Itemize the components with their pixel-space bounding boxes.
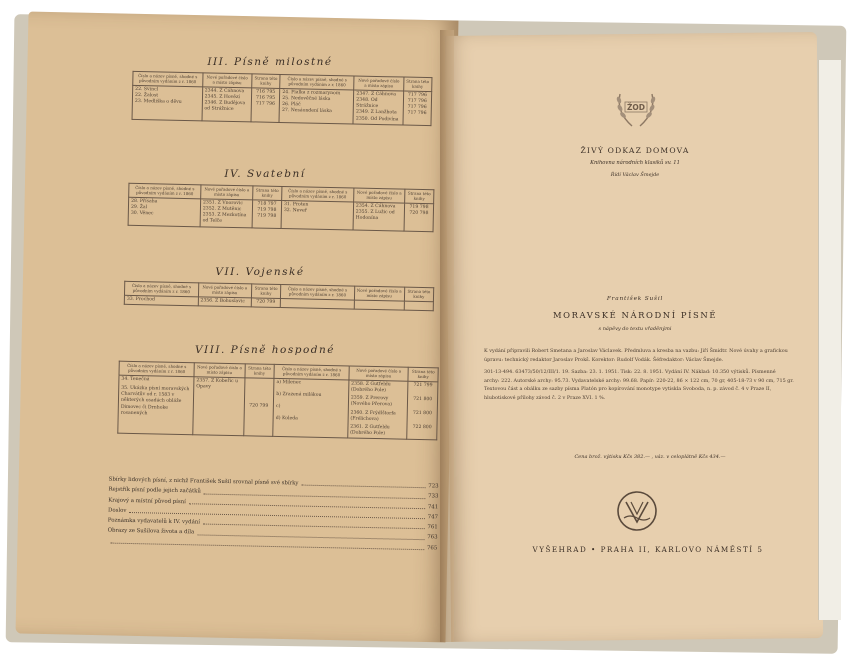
song-place: 2353. Z Mezkotína od Telče xyxy=(202,212,247,225)
publisher-mark-icon xyxy=(614,488,660,534)
song-name: 29. Žal xyxy=(130,204,148,211)
table-header: Číslo a název písně, shodné s původním vydáním z r. 1860 xyxy=(129,183,201,198)
section-title-iii: III. Písně milostné xyxy=(207,56,333,68)
logo-text: ŽOD xyxy=(626,103,646,112)
table-header: Číslo a název písně, shodné s původním vydáním z r. 1860 xyxy=(274,364,349,379)
empty-cell xyxy=(280,298,354,309)
song-name: 30. Věnec xyxy=(130,211,154,217)
song-name: 32. Neveř xyxy=(283,208,307,214)
empty-cell xyxy=(354,300,404,310)
song-place: 2345. Z Hovězí xyxy=(204,94,240,101)
toc-page: 763 xyxy=(427,534,438,541)
page-ref: 717 796 xyxy=(407,92,427,98)
toc-page: 733 xyxy=(428,493,439,500)
table-header: Číslo a název písně, shodné s původním vydáním z r. 1860 xyxy=(124,281,198,296)
toc-page: 765 xyxy=(426,544,438,552)
page-ref: 717 796 xyxy=(407,98,427,105)
song-place: 2352. Z Mutěnic xyxy=(202,206,242,213)
series-subtitle: Knihovna národních klasiků sv. 11 xyxy=(590,160,680,166)
table-header: Nové pořadové číslo a místo zápisu xyxy=(349,366,409,381)
song-place: 2357. Z Kobeřic u Opavy xyxy=(193,377,245,437)
page-ref: 717 796 xyxy=(255,101,275,108)
table-header: Číslo a název písně, shodné s původním vydáním z r. 1860 xyxy=(119,361,194,376)
table-header: Číslo a název písně, shodné s původním vydáním z r. 1860 xyxy=(133,71,203,86)
page-ref: 719 798 xyxy=(257,213,277,220)
publisher-mark-text: VV xyxy=(637,532,639,533)
book-title: MORAVSKÉ NÁRODNÍ PÍSNĚ xyxy=(552,310,718,320)
song-place: 2361. Z Gutfeldu (Dobrého Pole) xyxy=(350,424,390,437)
empty-cell xyxy=(404,301,434,311)
song-name: 28. Přísaha xyxy=(131,198,158,205)
song-name: 26. Pláč xyxy=(282,102,301,108)
toc-page: 747 xyxy=(427,514,439,521)
page-ref: 722 800 xyxy=(412,425,432,431)
song-name: d) Koleda xyxy=(275,416,298,422)
song-name: 24. Fialka z rozmarynom xyxy=(282,89,341,96)
song-name: 35. Ukázka písní moravských Charvátův od r. 1583 v některých osadách obláže Dimovec či Drnhoke rosanených xyxy=(120,385,190,416)
song-place: 2344. Z Cáhnova xyxy=(204,88,245,94)
page-ref: 721 800 xyxy=(413,396,433,403)
song-name: b) Zrazená milákou xyxy=(276,391,322,398)
song-name: 33. Prochod xyxy=(124,295,198,306)
table-of-contents xyxy=(107,475,438,554)
colophon-line: hlubotiskové přílohy závod č. 2 v Praze XVI. 1 %. xyxy=(484,394,606,401)
page-ref: 717 796 xyxy=(407,110,427,117)
toc-page: 741 xyxy=(427,503,439,510)
toc-label: Sbírky lidových písní, z nichž František Sušil srovnal písně své sbírky xyxy=(108,476,299,487)
song-place: 2356. Z Bohuslavic xyxy=(198,297,251,307)
page-ref: 716 795 xyxy=(256,95,276,101)
song-place: 2348. Od Strážnice xyxy=(356,97,379,110)
page-ref: 720 798 xyxy=(409,210,429,217)
toc-page: 723 xyxy=(428,483,439,490)
song-name: 22. Svincl xyxy=(135,86,159,93)
table-header: Číslo a název písně, shodné s původním vydáním z r. 1860 xyxy=(280,74,354,89)
song-place: 2355. Z Lužic od Hodonína xyxy=(355,209,395,222)
song-name: 25. Nedověčné láska xyxy=(282,95,331,102)
table-header: Číslo a název písně, shodné s původním vydáním z r. 1860 xyxy=(281,285,355,300)
song-place: 2354. Z Cáhnova xyxy=(355,203,396,210)
table-header: Strana této knihy xyxy=(404,287,434,301)
table-header: Nové pořadové číslo a místo zápisu xyxy=(201,185,253,200)
song-place: 2346. Z Budějova od Strážnice xyxy=(204,100,246,113)
page-ref: 720 799 xyxy=(243,378,274,437)
song-place: 2360. Z Frýdlštorfa (Frélichova) xyxy=(350,410,396,422)
book-gutter xyxy=(440,30,454,642)
table-header: Nové pořadové číslo a místo zápisu xyxy=(202,73,252,88)
song-name: a) Milenec xyxy=(276,379,302,386)
table-header: Strana této knihy xyxy=(252,74,281,88)
page-ref: 716 795 xyxy=(256,89,276,95)
page-ref: 720 799 xyxy=(251,298,281,308)
colophon-line: 301-13-494. 63473/50/12/III/1. 19. Sazba: 23. 1. 1951. Tisk: 22. 8. 1951. Vydání IV. Náklad: 10.350 výtisků. Písmenné xyxy=(484,369,776,376)
colophon-line: archy: 222. Autorské archy: 95.73. Vydavatelské archy: 99.68. Papír: 220-22, 86 × 122 cm, 70 gr, 405-18-73 v 90 cm, 715 gr. xyxy=(484,377,794,384)
book-subtitle: s nápěvy do textu vřaděnými xyxy=(598,326,672,332)
song-place: 2359. Z Prerovy (Nového Přerova) xyxy=(350,395,392,408)
page-ref: 719 798 xyxy=(257,207,277,213)
toc-label: Poznámka vydavatelů k IV. vydání xyxy=(107,517,201,526)
toc-label: Krajový a místní původ písní xyxy=(108,497,186,505)
table-header: Strana této knihy xyxy=(245,364,275,378)
table-header: Strana této knihy xyxy=(408,367,438,381)
song-name: 34. Tenečná xyxy=(121,376,150,383)
publisher-imprint: VYŠEHRAD • PRAHA II, KARLOVO NÁMĚSTÍ 5 xyxy=(532,545,764,554)
series-title: ŽIVÝ ODKAZ DOMOVA xyxy=(580,146,690,155)
colophon xyxy=(484,347,800,402)
song-place: 2358. Z Gutfeldu (Dobrého Pole) xyxy=(350,381,391,394)
song-place: 2350. Od Podivína xyxy=(355,116,399,122)
wreath-logo-icon xyxy=(612,84,660,132)
section-title-viii: VIII. Písně hospodné xyxy=(194,344,336,356)
page-ref: 718 797 xyxy=(257,201,277,207)
table-header: Nové pořadové číslo a místo zápisu xyxy=(198,283,251,298)
page-ref: 719 798 xyxy=(409,204,429,210)
page-ref: 721 799 xyxy=(413,382,433,389)
song-table-viii xyxy=(117,361,438,441)
table-header: Nové pořadové číslo a místo zápisu xyxy=(194,363,245,378)
page-ref: 717 796 xyxy=(407,104,427,111)
toc-label: Doslov xyxy=(107,507,127,514)
toc-label: Rejstřík písní podle jejich začátků xyxy=(108,486,201,495)
song-name: c) xyxy=(275,404,281,410)
table-header: Strana této knihy xyxy=(253,186,282,200)
book-author: František Sušil xyxy=(606,296,664,302)
song-table-iii xyxy=(132,71,433,126)
page-ref: 721 800 xyxy=(412,410,432,417)
table-header: Nové pořadové číslo a místo zápisu xyxy=(354,286,404,301)
table-header: Strana této knihy xyxy=(403,77,432,91)
toc-page: 761 xyxy=(427,524,438,531)
song-place: 2349. Z Lanžhota xyxy=(355,109,397,116)
table-header: Nové pořadové číslo a místo zápisu xyxy=(354,188,405,203)
song-place: 2351. Z Vnorovic xyxy=(202,200,243,206)
song-name: 23. Medliška o děvu xyxy=(134,99,182,106)
table-header: Nové pořadové číslo a místo zápisu xyxy=(354,76,404,91)
song-name: 31. Proten xyxy=(283,201,309,208)
table-header: Strana této knihy xyxy=(405,189,434,203)
colophon-line: úpravu: technický redaktor Jaroslav Prokš. Korektor: Rudolf Vodák. Šéfredaktor: Václav Šmejde. xyxy=(484,356,724,363)
table-header: Strana této knihy xyxy=(251,284,281,298)
song-name: 22. Žalost xyxy=(134,92,159,99)
colophon-line: K vydání připravili Robert Smetana a Jaroslav Václavek. Předmluva a kresba na vazbu: Jiří Šmidtr. Nové úvahy a grafickou xyxy=(484,348,788,354)
table-header: Číslo a název písně, shodné s původním vydáním z r. 1860 xyxy=(282,187,354,202)
toc-label: Obrazy ze Sušilova života a díla xyxy=(107,527,195,536)
colophon-line: Textovou část a obálku ze sazby písma Platón pro kopírování monotype vytiskla Svoboda, n. p. závod č. 4 v Praze II, xyxy=(484,386,772,393)
song-name: 27. Nesáondení láska xyxy=(281,108,332,115)
section-title-vii: VII. Vojenské xyxy=(215,266,305,278)
song-table-iv xyxy=(128,183,435,232)
song-place: 2347. Z Cáhnova xyxy=(356,91,397,98)
page-edge-strip xyxy=(818,60,841,620)
section-title-iv: IV. Svatební xyxy=(224,168,306,180)
price-line: Cena brož. výtisku Kčs 382.— , váz. v celoplátně Kčs 434.— xyxy=(574,454,726,460)
series-editor: Řídí Václav Šmejde xyxy=(610,172,660,178)
